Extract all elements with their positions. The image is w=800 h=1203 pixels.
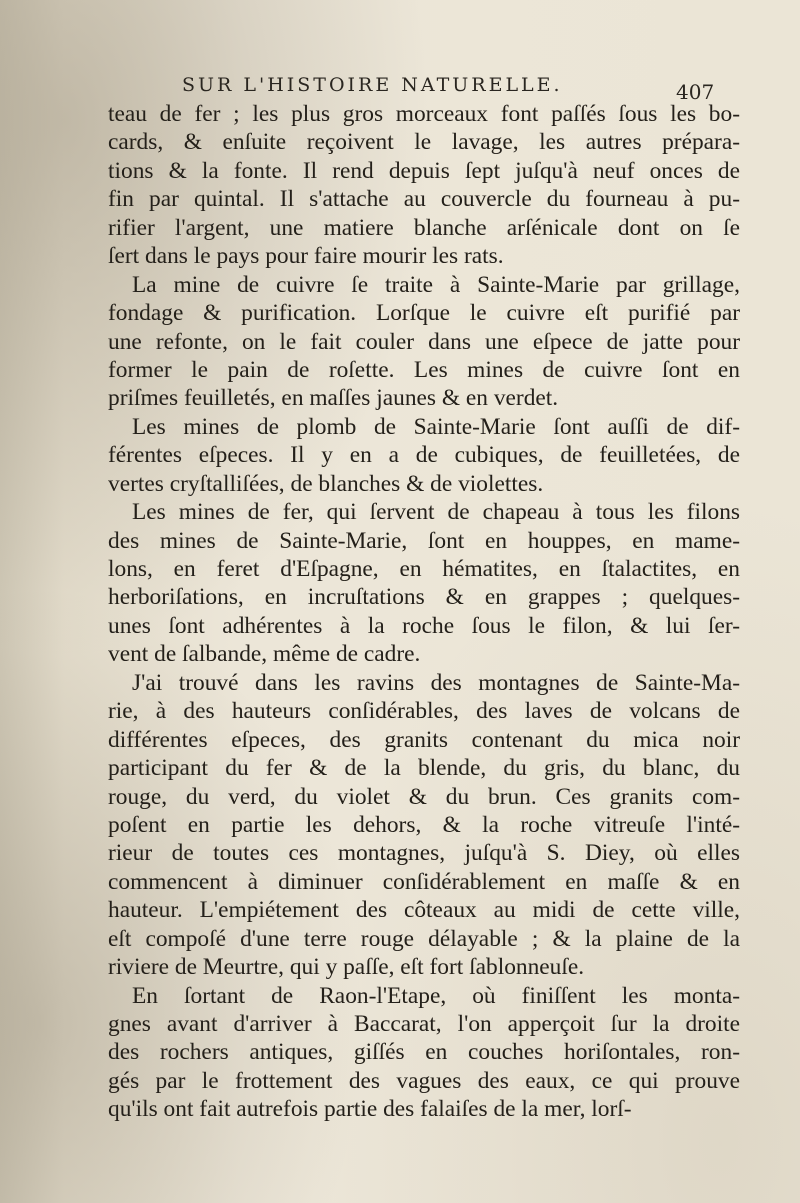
text-line: ſert dans le pays pour faire mourir les rats. (108, 243, 504, 270)
text-line: rie, à des hauteurs conſidérables, des laves de volcans de (108, 698, 740, 725)
text-line: fondage & purification. Lorſque le cuivre eſt purifié par (108, 300, 740, 327)
text-line: riviere de Meurtre, qui y paſſe, eſt fort ſablonneuſe. (108, 954, 585, 981)
text-line: rieur de toutes ces montagnes, juſqu'à S. Diey, où elles (108, 840, 740, 867)
text-line: rouge, du verd, du violet & du brun. Ces granits com- (108, 783, 740, 810)
text-line: former le pain de roſette. Les mines de cuivre ſont en (108, 356, 740, 383)
text-line: J'ai trouvé dans les ravins des montagnes de Sainte-Ma- (132, 669, 740, 696)
text-line: vent de ſalbande, même de cadre. (108, 641, 421, 668)
text-line: Les mines de plomb de Sainte-Marie ſont auſſi de dif- (132, 413, 740, 440)
text-line: unes ſont adhérentes à la roche ſous le filon, & lui ſer- (108, 612, 740, 639)
text-line: des rochers antiques, giſſés en couches horiſontales, ron- (108, 1039, 740, 1066)
text-line: tions & la fonte. Il rend depuis ſept juſqu'à neuf onces de (108, 157, 740, 184)
text-line: différentes eſpeces, des granits contenant du mica noir (108, 726, 740, 753)
text-line: En ſortant de Raon-l'Etape, où finiſſent les monta- (132, 982, 740, 1009)
running-title: SUR L'HISTOIRE NATURELLE. (182, 74, 563, 96)
text-line: Les mines de fer, qui ſervent de chapeau à tous les filons (132, 499, 740, 526)
body-text (108, 100, 740, 1124)
text-line: commencent à diminuer conſidérablement en maſſe & en (108, 868, 740, 895)
text-line: qu'ils ont fait autrefois partie des falaiſes de la mer, lorſ- (108, 1096, 632, 1123)
text-line: priſmes feuilletés, en maſſes jaunes & en verdet. (108, 385, 559, 412)
text-line: cards, & enſuite reçoivent le lavage, les autres prépara- (108, 129, 740, 156)
text-line: gés par le frottement des vagues des eaux, ce qui prouve (108, 1067, 740, 1094)
text-line: vertes cryſtalliſées, de blanches & de violettes. (108, 470, 544, 497)
text-line: lons, en feret d'Eſpagne, en hématites, en ſtalactites, en (108, 556, 740, 582)
text-line: hauteur. L'empiétement des côteaux au midi de cette ville, (108, 897, 740, 924)
text-line: eſt compoſé d'une terre rouge délayable ; & la plaine de la (108, 925, 740, 952)
text-line: herboriſations, en incruſtations & en grappes ; quelques- (108, 584, 740, 611)
text-line: des mines de Sainte-Marie, ſont en houppes, en mame- (108, 527, 740, 554)
text-line: gnes avant d'arriver à Baccarat, l'on apperçoit ſur la droite (108, 1011, 740, 1037)
text-line: férentes eſpeces. Il y en a de cubiques, de feuilletées, de (108, 442, 740, 469)
page-number: 407 (676, 80, 715, 104)
text-line: participant du fer & de la blende, du gris, du blanc, du (108, 755, 740, 782)
text-line: rifier l'argent, une matiere blanche arſénicale dont on ſe (108, 214, 740, 241)
text-line: une refonte, on le fait couler dans une eſpece de jatte pour (108, 328, 740, 355)
text-line: fin par quintal. Il s'attache au couvercle du fourneau à pu- (108, 186, 740, 213)
text-line: poſent en partie les dehors, & la roche vitreuſe l'inté- (108, 811, 740, 838)
text-line: La mine de cuivre ſe traite à Sainte-Marie par grillage, (132, 271, 740, 298)
text-line: teau de fer ; les plus gros morceaux font paſſés ſous les bo- (108, 101, 740, 127)
